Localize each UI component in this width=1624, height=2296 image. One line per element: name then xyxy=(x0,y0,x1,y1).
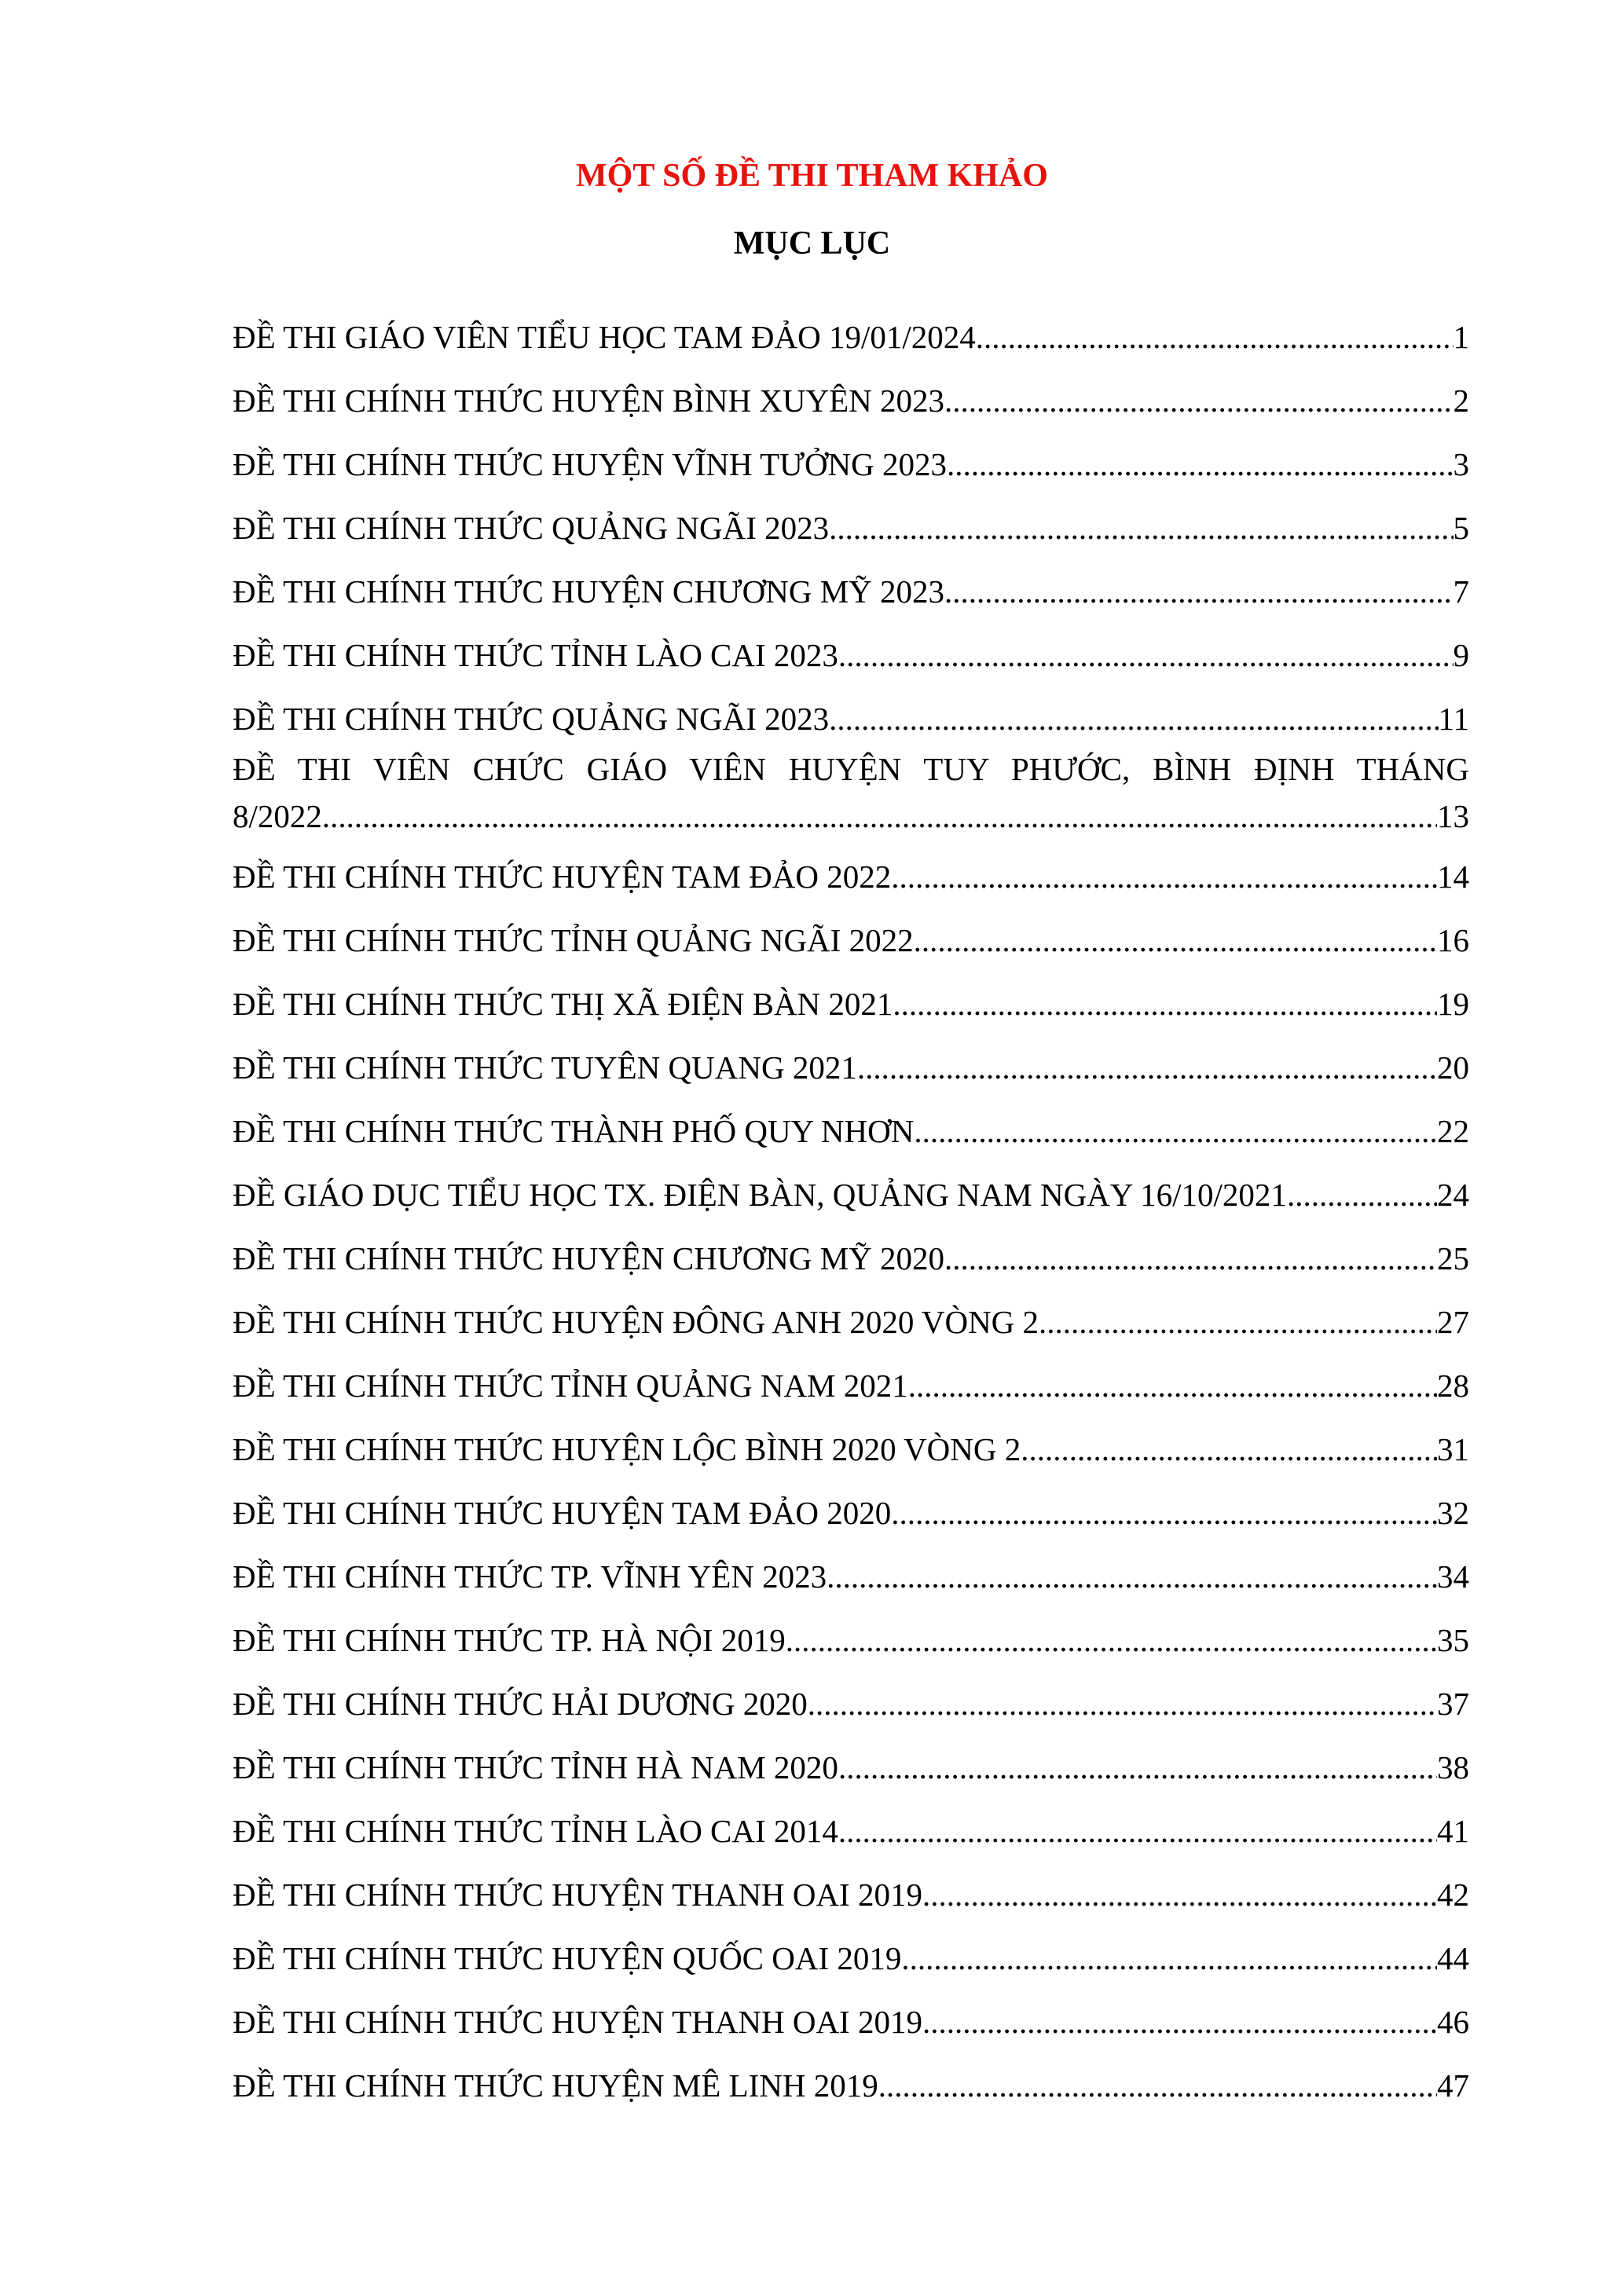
toc-entry-page-number: 3 xyxy=(1453,446,1469,482)
dot-leader xyxy=(786,1622,1437,1659)
toc-entry-page-number: 41 xyxy=(1437,1813,1469,1849)
toc-entry[interactable] xyxy=(233,1404,1469,1468)
toc-entry-label: ĐỀ THI CHÍNH THỨC TỈNH HÀ NAM 2020 xyxy=(233,1749,838,1785)
toc-entry[interactable] xyxy=(233,895,1469,959)
toc-entry-page-number: 32 xyxy=(1437,1495,1469,1531)
dot-leader xyxy=(322,798,1437,835)
toc-entry[interactable] xyxy=(233,1023,1469,1086)
toc-entry-label: ĐỀ THI CHÍNH THỨC HUYỆN THANH OAI 2019 xyxy=(233,2004,922,2040)
toc-entry-label-continued: 8/2022 xyxy=(233,798,322,834)
dot-leader xyxy=(922,2004,1437,2041)
document-title: MỘT SỐ ĐỀ THI THAM KHẢO xyxy=(576,158,1048,194)
toc-entry-page-number: 25 xyxy=(1437,1240,1469,1276)
dot-leader xyxy=(891,859,1437,895)
toc-entry[interactable] xyxy=(233,1468,1469,1532)
toc-entry[interactable] xyxy=(233,1532,1469,1595)
toc-entry[interactable] xyxy=(233,1277,1469,1341)
dot-leader xyxy=(891,1495,1437,1532)
toc-entry[interactable] xyxy=(233,1341,1469,1404)
toc-entry-page-number: 7 xyxy=(1453,573,1469,610)
toc-entry-page-number: 34 xyxy=(1437,1558,1469,1595)
toc-entry[interactable] xyxy=(233,1150,1469,1214)
toc-entry[interactable] xyxy=(233,959,1469,1023)
toc-entry-page-number: 28 xyxy=(1437,1368,1469,1404)
dot-leader xyxy=(1287,1177,1437,1214)
toc-entry[interactable] xyxy=(233,1086,1469,1150)
toc-entry-page-number: 38 xyxy=(1437,1749,1469,1785)
toc-entry[interactable] xyxy=(233,1214,1469,1277)
toc-entry[interactable] xyxy=(233,1786,1469,1850)
toc-entry[interactable] xyxy=(233,610,1469,674)
toc-entry[interactable] xyxy=(233,419,1469,483)
dot-leader xyxy=(944,573,1453,610)
toc-entry-page-number: 20 xyxy=(1437,1049,1469,1086)
dot-leader xyxy=(857,1049,1437,1086)
toc-entry-page-number: 44 xyxy=(1437,1940,1469,1976)
toc-entry-label: ĐỀ THI CHÍNH THỨC QUẢNG NGÃI 2023 xyxy=(233,510,830,546)
toc-entry-label: ĐỀ THI CHÍNH THỨC TP. VĨNH YÊN 2023 xyxy=(233,1558,827,1595)
toc-entry-label: ĐỀ THI CHÍNH THỨC HUYỆN VĨNH TƯỞNG 2023 xyxy=(233,446,948,482)
dot-leader xyxy=(976,319,1454,356)
dot-leader xyxy=(838,1813,1437,1850)
toc-entry[interactable] xyxy=(233,1977,1469,2041)
toc-entry-page-number: 24 xyxy=(1437,1177,1469,1213)
toc-entry-label: ĐỀ THI CHÍNH THỨC TỈNH LÀO CAI 2023 xyxy=(233,637,838,673)
toc-entry-page-number: 1 xyxy=(1453,319,1469,355)
toc-entry-page-number: 2 xyxy=(1453,383,1469,419)
toc-entry-page-number: 46 xyxy=(1437,2004,1469,2040)
toc-entry-page-number: 42 xyxy=(1437,1877,1469,1913)
toc-entry[interactable] xyxy=(233,832,1469,895)
toc-entry-label: ĐỀ THI CHÍNH THỨC THÀNH PHỐ QUY NHƠN xyxy=(233,1113,915,1149)
toc-entry-page-number: 27 xyxy=(1437,1304,1469,1340)
toc-entry-page-number: 9 xyxy=(1453,637,1469,673)
toc-entry-page-number: 35 xyxy=(1437,1622,1469,1658)
toc-entry-page-number: 14 xyxy=(1437,859,1469,895)
table-of-contents xyxy=(233,292,1469,2104)
toc-entry-page-number: 5 xyxy=(1453,510,1469,546)
toc-entry[interactable] xyxy=(233,483,1469,547)
toc-entry-label: ĐỀ THI CHÍNH THỨC HUYỆN CHƯƠNG MỸ 2023 xyxy=(233,573,945,610)
toc-entry-label: ĐỀ THI CHÍNH THỨC HUYỆN BÌNH XUYÊN 2023 xyxy=(233,383,945,419)
dot-leader xyxy=(1039,1304,1437,1341)
dot-leader xyxy=(827,1558,1437,1595)
dot-leader xyxy=(838,637,1454,674)
dot-leader xyxy=(829,510,1453,547)
toc-entry[interactable] xyxy=(233,547,1469,610)
dot-leader xyxy=(944,1240,1437,1277)
dot-leader xyxy=(1021,1431,1437,1468)
toc-entry-label: ĐỀ THI CHÍNH THỨC HUYỆN ĐÔNG ANH 2020 VÒNG 2 xyxy=(233,1304,1039,1340)
toc-entry-label: ĐỀ THI CHÍNH THỨC HUYỆN LỘC BÌNH 2020 VÒNG 2 xyxy=(233,1431,1021,1467)
dot-leader xyxy=(922,1877,1437,1913)
toc-entry-label: ĐỀ THI CHÍNH THỨC HUYỆN TAM ĐẢO 2020 xyxy=(233,1495,892,1531)
toc-entry-label: ĐỀ THI CHÍNH THỨC HUYỆN THANH OAI 2019 xyxy=(233,1877,922,1913)
toc-entry-page-number: 47 xyxy=(1437,2067,1469,2104)
toc-entry-label: ĐỀ THI CHÍNH THỨC THỊ XÃ ĐIỆN BÀN 2021 xyxy=(233,986,893,1022)
dot-leader xyxy=(947,446,1453,483)
dot-leader xyxy=(808,1686,1437,1723)
toc-entry[interactable] xyxy=(233,1723,1469,1786)
toc-entry[interactable] xyxy=(233,738,1469,832)
toc-entry-label: ĐỀ THI CHÍNH THỨC TP. HÀ NỘI 2019 xyxy=(233,1622,786,1658)
toc-entry-label: ĐỀ THI CHÍNH THỨC HUYỆN MÊ LINH 2019 xyxy=(233,2067,878,2104)
dot-leader xyxy=(914,1113,1437,1150)
toc-entry-page-number: 11 xyxy=(1438,701,1469,737)
toc-entry-page-number: 13 xyxy=(1437,798,1469,834)
dot-leader xyxy=(893,986,1437,1023)
toc-entry-label: ĐỀ GIÁO DỤC TIỂU HỌC TX. ĐIỆN BÀN, QUẢNG NAM NGÀY 16/10/2021 xyxy=(233,1177,1287,1213)
toc-title: MỤC LỤC xyxy=(733,225,891,262)
toc-entry-label: ĐỀ THI CHÍNH THỨC HUYỆN TAM ĐẢO 2022 xyxy=(233,859,892,895)
toc-entry-label: ĐỀ THI CHÍNH THỨC HẢI DƯƠNG 2020 xyxy=(233,1686,808,1722)
toc-entry-label: ĐỀ THI GIÁO VIÊN TIỂU HỌC TAM ĐẢO 19/01/2024 xyxy=(233,319,976,355)
dot-leader xyxy=(901,1940,1437,1977)
dot-leader xyxy=(878,2067,1437,2104)
toc-entry-label: ĐỀ THI CHÍNH THỨC HUYỆN CHƯƠNG MỸ 2020 xyxy=(233,1240,945,1276)
toc-entry[interactable] xyxy=(233,356,1469,419)
toc-entry-label: ĐỀ THI CHÍNH THỨC TỈNH LÀO CAI 2014 xyxy=(233,1813,838,1849)
toc-entry[interactable] xyxy=(233,1913,1469,1977)
toc-entry[interactable] xyxy=(233,1659,1469,1723)
toc-entry[interactable] xyxy=(233,2041,1469,2104)
toc-entry-label: ĐỀ THI CHÍNH THỨC TUYÊN QUANG 2021 xyxy=(233,1049,857,1086)
dot-leader xyxy=(908,1368,1437,1404)
dot-leader xyxy=(829,701,1438,738)
toc-entry-label: ĐỀ THI VIÊN CHỨC GIÁO VIÊN HUYỆN TUY PHƯỚC, BÌNH ĐỊNH THÁNG xyxy=(233,751,1469,787)
toc-entry-label: ĐỀ THI CHÍNH THỨC TỈNH QUẢNG NGÃI 2022 xyxy=(233,922,914,958)
toc-entry-label: ĐỀ THI CHÍNH THỨC TỈNH QUẢNG NAM 2021 xyxy=(233,1368,908,1404)
toc-entry-label: ĐỀ THI CHÍNH THỨC QUẢNG NGÃI 2023 xyxy=(233,701,830,737)
toc-entry-page-number: 37 xyxy=(1437,1686,1469,1722)
toc-entry-page-number: 31 xyxy=(1437,1431,1469,1467)
toc-entry-label: ĐỀ THI CHÍNH THỨC HUYỆN QUỐC OAI 2019 xyxy=(233,1940,902,1976)
toc-entry-page-number: 16 xyxy=(1437,922,1469,958)
toc-entry[interactable] xyxy=(233,1850,1469,1913)
toc-entry-page-number: 22 xyxy=(1437,1113,1469,1149)
toc-entry[interactable] xyxy=(233,292,1469,356)
toc-entry[interactable] xyxy=(233,674,1469,738)
toc-entry[interactable] xyxy=(233,1595,1469,1659)
toc-entry-page-number: 19 xyxy=(1437,986,1469,1022)
dot-leader xyxy=(838,1749,1437,1786)
dot-leader xyxy=(914,922,1437,959)
dot-leader xyxy=(944,383,1453,419)
